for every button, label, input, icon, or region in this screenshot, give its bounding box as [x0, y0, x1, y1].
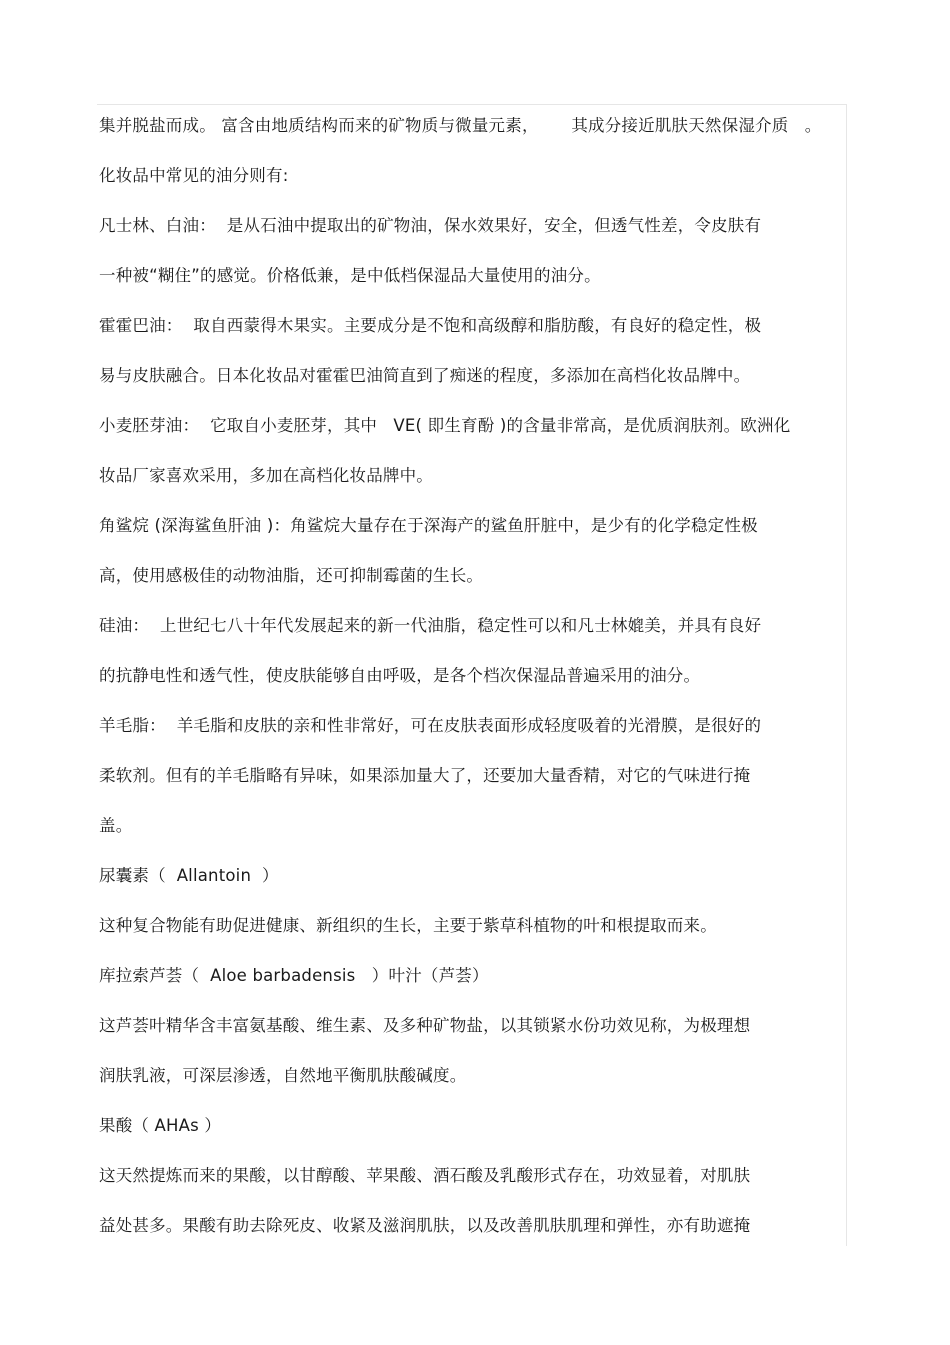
text-line: 角鲨烷 (深海鲨鱼肝油 )：角鲨烷大量存在于深海产的鲨鱼肝脏中，是少有的化学稳定性极 — [99, 516, 758, 535]
text-line: 的抗静电性和透气性，使皮肤能够自由呼吸，是各个档次保湿品普遍采用的油分。 — [99, 666, 701, 685]
text-line: 高，使用感极佳的动物油脂，还可抑制霉菌的生长。 — [99, 566, 484, 585]
text-line: 羊毛脂： 羊毛脂和皮肤的亲和性非常好，可在皮肤表面形成轻度吸着的光滑膜，是很好的 — [99, 716, 762, 735]
text-line: 小麦胚芽油： 它取自小麦胚芽，其中 VE( 即生育酚 )的含量非常高，是优质润肤剂。欧洲化 — [99, 416, 791, 435]
text-line: 盖。 — [99, 816, 133, 835]
text-line: 润肤乳液，可深层渗透，自然地平衡肌肤酸碱度。 — [99, 1066, 467, 1085]
section-heading: 尿囊素（ Allantoin ） — [99, 866, 279, 885]
text-line: 妆品厂家喜欢采用，多加在高档化妆品牌中。 — [99, 466, 433, 485]
text-line: 化妆品中常见的油分则有: — [99, 166, 289, 185]
section-heading: 果酸（ AHAs ） — [99, 1116, 222, 1135]
text-line: 这芦荟叶精华含丰富氨基酸、维生素、及多种矿物盐，以其锁紧水份功效见称，为极理想 — [99, 1016, 751, 1035]
text-line: 一种被“糊住”的感觉。价格低兼，是中低档保湿品大量使用的油分。 — [99, 266, 601, 285]
text-line: 柔软剂。但有的羊毛脂略有异味，如果添加量大了，还要加大量香精，对它的气味进行掩 — [99, 766, 751, 785]
text-line: 霍霍巴油： 取自西蒙得木果实。主要成分是不饱和高级醇和脂肪酸，有良好的稳定性，极 — [99, 316, 762, 335]
text-line: 这天然提炼而来的果酸，以甘醇酸、苹果酸、酒石酸及乳酸形式存在，功效显着，对肌肤 — [99, 1166, 751, 1185]
text-line: 这种复合物能有助促进健康、新组织的生长，主要于紫草科植物的叶和根提取而来。 — [99, 916, 717, 935]
text-line: 益处甚多。果酸有助去除死皮、收紧及滋润肌肤，以及改善肌肤肌理和弹性，亦有助遮掩 — [99, 1216, 751, 1235]
section-heading: 库拉索芦荟（ Aloe barbadensis ）叶汁（芦荟） — [99, 966, 489, 985]
text-line: 硅油： 上世纪七八十年代发展起来的新一代油脂，稳定性可以和凡士林媲美，并具有良好 — [99, 616, 762, 635]
text-line: 凡士林、白油： 是从石油中提取出的矿物油，保水效果好，安全，但透气性差，令皮肤有 — [99, 216, 762, 235]
text-line: 集并脱盐而成。 富含由地质结构而来的矿物质与微量元素， 其成分接近肌肤天然保湿介质 。 — [99, 116, 822, 135]
text-line: 易与皮肤融合。日本化妆品对霍霍巴油简直到了痴迷的程度，多添加在高档化妆品牌中。 — [99, 366, 751, 385]
